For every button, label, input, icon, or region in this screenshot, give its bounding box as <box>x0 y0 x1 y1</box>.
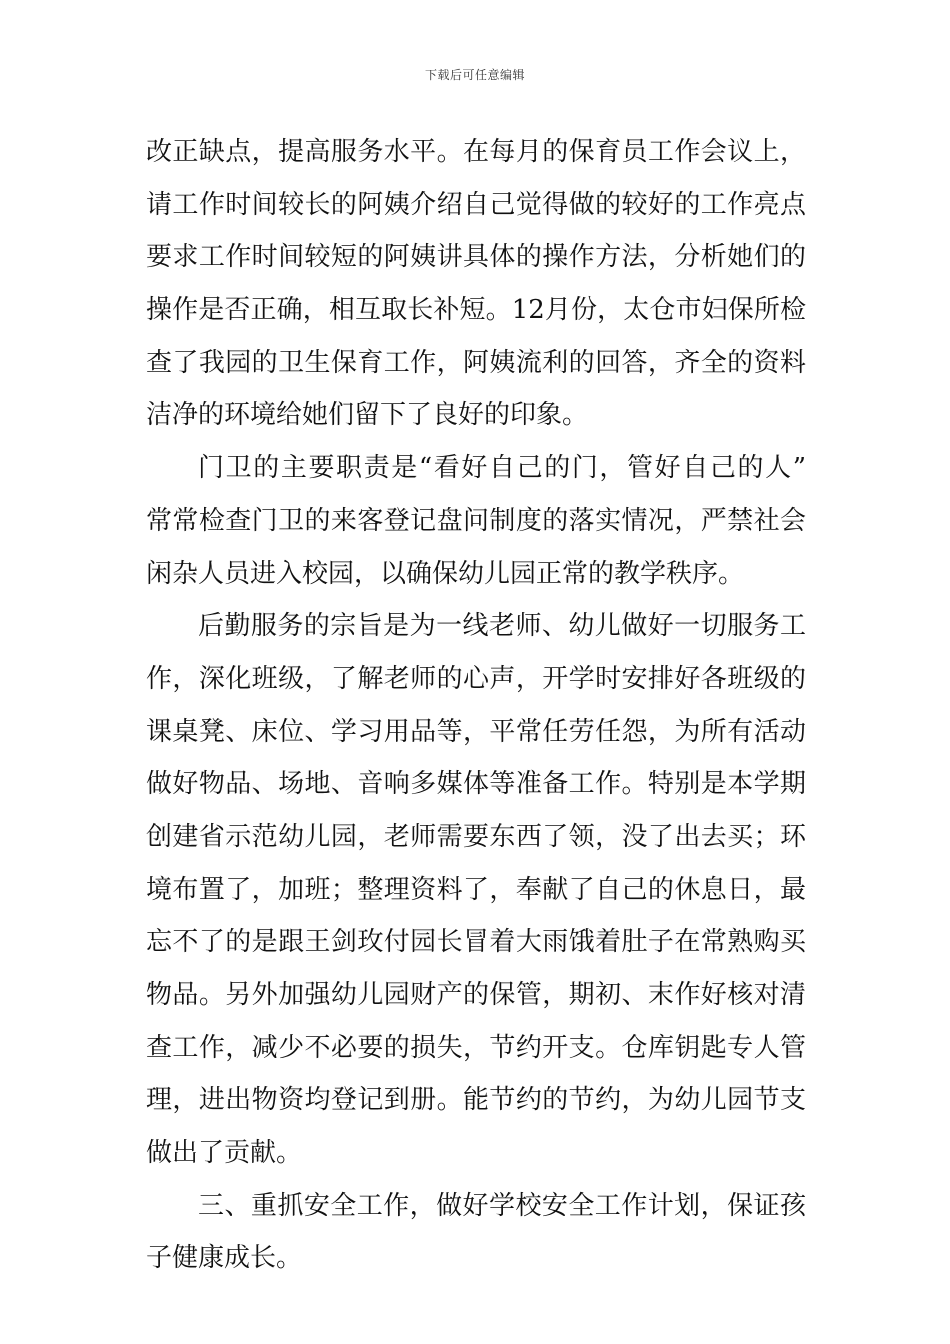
text-line: 常常检查门卫的来客登记盘问制度的落实情况，严禁社会 <box>146 505 806 536</box>
text-line: 查了我园的卫生保育工作，阿姨流利的回答，齐全的资料 <box>146 347 806 378</box>
text-line: 忘不了的是跟王剑玫付园长冒着大雨饿着肚子在常熟购买 <box>146 927 806 958</box>
text-line: 理，进出物资均登记到册。能节约的节约，为幼儿园节支 <box>146 1085 806 1116</box>
text-line: 创建省示范幼儿园，老师需要东西了领，没了出去买；环 <box>146 821 806 852</box>
text-line: 要求工作时间较短的阿姨讲具体的操作方法，分析她们的 <box>146 242 806 273</box>
text-line: 闲杂人员进入校园，以确保幼儿园正常的教学秩序。 <box>146 558 745 589</box>
text-line: 门卫的主要职责是“看好自己的门，管好自己的人” <box>198 453 806 484</box>
text-line: 改正缺点，提高服务水平。在每月的保育员工作会议上， <box>146 137 806 167</box>
page-header: 下载后可任意编辑 <box>424 68 525 82</box>
text-line: 洁净的环境给她们留下了良好的印象。 <box>146 400 589 431</box>
text-line: 作，深化班级，了解老师的心声，开学时安排好各班级的 <box>146 663 806 694</box>
text-line: 请工作时间较长的阿姨介绍自己觉得做的较好的工作亮点 <box>146 189 806 220</box>
document-body <box>146 126 806 1285</box>
text-line: 操作是否正确，相互取长补短。12月份，太仓市妇保所检 <box>146 295 806 326</box>
text-line: 后勤服务的宗旨是为一线老师、幼儿做好一切服务工 <box>198 611 806 642</box>
text-line: 做好物品、场地、音响多媒体等准备工作。特别是本学期 <box>146 769 806 800</box>
text-line: 子健康成长。 <box>146 1243 303 1274</box>
text-line: 物品。另外加强幼儿园财产的保管，期初、末作好核对清 <box>146 980 806 1010</box>
text-line: 课桌凳、床位、学习用品等，平常任劳任怨，为所有活动 <box>146 716 806 747</box>
text-line: 查工作，减少不必要的损失，节约开支。仓库钥匙专人管 <box>146 1032 806 1063</box>
text-line: 境布置了，加班；整理资料了，奉献了自己的休息日，最 <box>146 874 806 905</box>
text-line: 三、重抓安全工作，做好学校安全工作计划，保证孩 <box>198 1190 806 1221</box>
text-line: 做出了贡献。 <box>146 1138 303 1169</box>
